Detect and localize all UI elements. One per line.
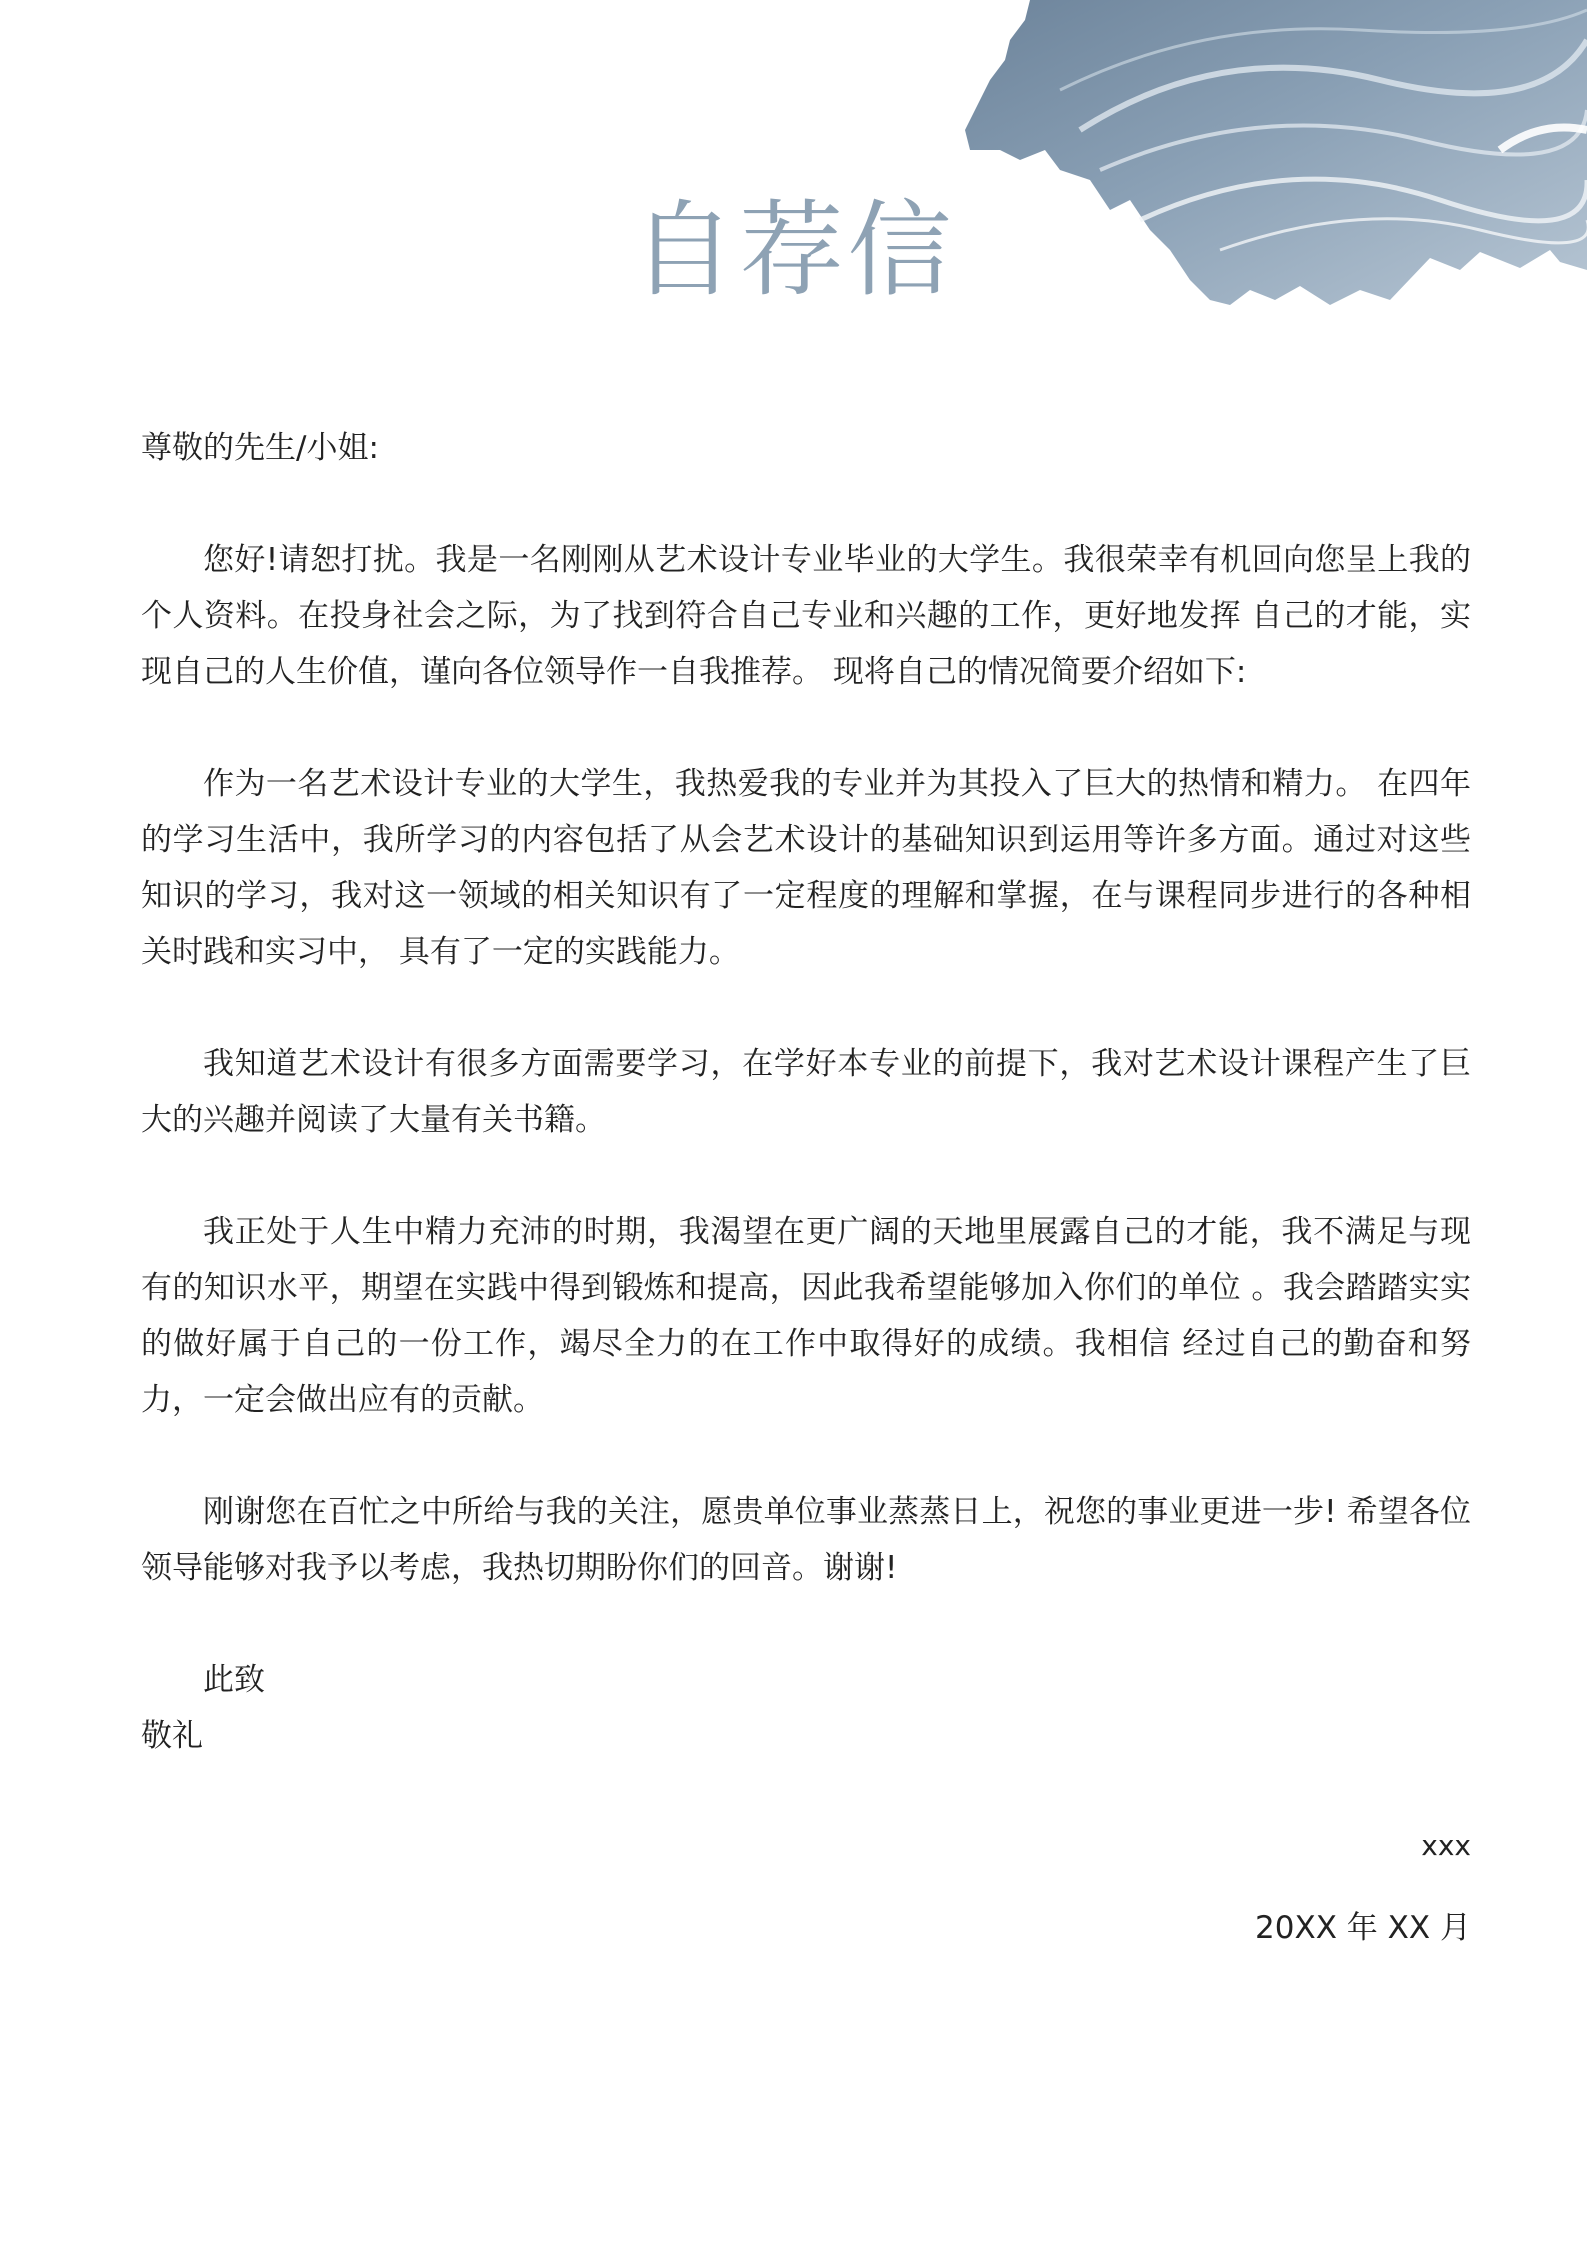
letter-body	[141, 420, 1471, 1764]
salutation: 尊敬的先生/小姐:	[141, 430, 379, 466]
signature-name: xxx	[1421, 1829, 1471, 1862]
page-title: 自荐信	[631, 189, 956, 311]
paragraph-3: 我知道艺术设计有很多方面需要学习，在学好本专业的前提下，我对艺术设计课程产生了巨大的兴趣并阅读了大量有关书籍。	[141, 1046, 1471, 1138]
paragraph-5: 刚谢您在百忙之中所给与我的关注，愿贵单位事业蒸蒸日上，祝您的事业更进一步! 希望各位领导能够对我予以考虑，我热切期盼你们的回音。谢谢!	[141, 1494, 1471, 1586]
paragraph-1: 您好!请恕打扰。我是一名刚刚从艺术设计专业毕业的大学生。我很荣幸有机回向您呈上我的个人资料。在投身社会之际，为了找到符合自己专业和兴趣的工作，更好地发挥 自己的才能，实现自己的人生价值，谨向各位领导作一自我推荐。 现将自己的情况简要介绍如下:	[141, 542, 1471, 690]
signature-date: 20XX 年 XX 月	[1255, 1910, 1471, 1946]
paragraph-2: 作为一名艺术设计专业的大学生，我热爱我的专业并为其投入了巨大的热情和精力。 在四年的学习生活中，我所学习的内容包括了从会艺术设计的基础知识到运用等许多方面。通过对这些知识的学习，我对这一领域的相关知识有了一定程度的理解和掌握，在与课程同步进行的各种相关时践和实习中， 具有了一定的实践能力。	[141, 766, 1471, 970]
paragraph-4: 我正处于人生中精力充沛的时期，我渴望在更广阔的天地里展露自己的才能，我不满足与现有的知识水平，期望在实践中得到锻炼和提高，因此我希望能够加入你们的单位 。我会踏踏实实的做好属于自己的一份工作，竭尽全力的在工作中取得好的成绩。我相信 经过自己的勤奋和努力，一定会做出应有的贡献。	[141, 1214, 1471, 1418]
closing: 此致	[203, 1662, 265, 1698]
regards: 敬礼	[141, 1718, 203, 1754]
